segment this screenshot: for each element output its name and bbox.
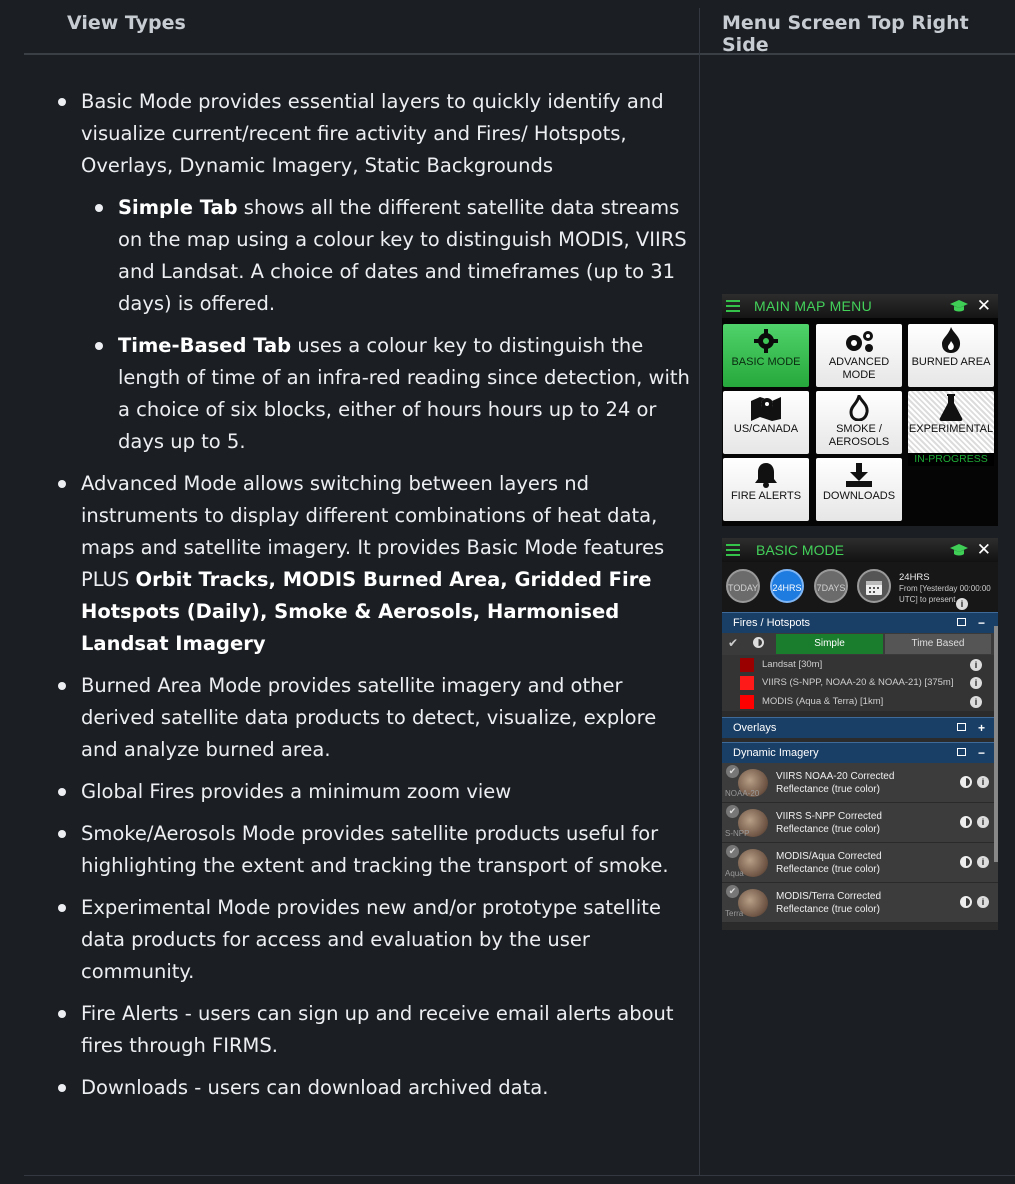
tile-downloads[interactable] — [816, 458, 902, 521]
copy-icon[interactable] — [957, 618, 966, 626]
list-item-global-fires: Global Fires provides a minimum zoom view — [81, 776, 691, 808]
imagery-row-viirs-noaa20[interactable] — [722, 763, 998, 803]
bell-icon — [723, 458, 809, 488]
basic-mode-text: Basic Mode provides essential layers to quickly identify and visualize current/recent fire activity and Fires/ Hotspots, Overlays, Dynamic Imagery, Static Backgrounds — [81, 90, 664, 177]
table-bottom-border — [24, 1175, 1015, 1176]
imagery-tag: Terra — [725, 909, 744, 918]
basic-mode-panel — [722, 538, 998, 930]
tile-smoke-aerosols[interactable] — [816, 391, 902, 454]
info-icon[interactable]: i — [977, 816, 989, 828]
fires-legend — [722, 655, 998, 711]
tile-experimental-status: IN-PROGRESS — [908, 453, 994, 466]
collapse-icon[interactable]: − — [977, 616, 985, 630]
graduation-cap-icon[interactable] — [950, 299, 968, 313]
advanced-mode-features: Orbit Tracks, MODIS Burned Area, Gridded Fire Hotspots (Daily), Smoke & Aerosols, Harmonised Landsat Imagery — [81, 568, 652, 655]
imagery-row-viirs-snpp[interactable] — [722, 803, 998, 843]
legend-swatch — [740, 658, 754, 672]
check-icon[interactable]: ✔ — [726, 845, 739, 858]
time-range-from: From [Yesterday 00:00:00 — [899, 584, 991, 593]
simple-tab-text: shows all the different satellite data streams on the map using a colour key to distinguish MODIS, VIIRS and Landsat. A choice of dates and timeframes (up to 31 days) is offered. — [118, 196, 687, 315]
imagery-name: MODIS/Terra Corrected Reflectance (true color) — [776, 891, 882, 915]
gear-icon — [723, 324, 809, 354]
time-range-to: UTC] to present — [899, 595, 956, 604]
column-divider — [699, 8, 700, 1176]
tile-burned-area-label: BURNED AREA — [911, 356, 991, 368]
tile-us-canada[interactable] — [723, 391, 809, 454]
legend-label: VIIRS (S-NPP, NOAA-20 & NOAA-21) [375m] — [762, 677, 954, 688]
opacity-icon[interactable] — [960, 816, 972, 828]
advanced-mode-text: Advanced Mode allows switching between layers nd instruments to display different combinations of heat data, maps and satellite imagery. It provides Basic Mode features PLUS — [81, 472, 665, 591]
collapse-icon[interactable]: − — [977, 746, 985, 760]
tile-burned-area[interactable] — [908, 324, 994, 387]
fire-icon — [908, 324, 994, 354]
gears-icon — [816, 324, 902, 354]
copy-icon[interactable] — [957, 723, 966, 731]
time-button-today[interactable]: TODAY — [726, 569, 760, 603]
tile-experimental-label: EXPERIMENTAL — [908, 423, 994, 435]
tile-basic-mode-label: BASIC MODE — [731, 356, 801, 368]
basic-mode-sublist — [81, 192, 691, 458]
opacity-icon[interactable] — [960, 856, 972, 868]
tile-advanced-mode-label: ADVANCED MODE — [828, 356, 890, 381]
main-map-menu-header — [722, 294, 998, 318]
imagery-name: VIIRS S-NPP Corrected Reflectance (true color) — [776, 811, 882, 835]
map-marker-icon — [723, 391, 809, 421]
list-item-burned-area: Burned Area Mode provides satellite imagery and other derived satellite data products to detect, visualize, explore and analyze burned area. — [81, 670, 691, 766]
check-icon[interactable]: ✔ — [726, 805, 739, 818]
hamburger-icon[interactable] — [726, 544, 740, 556]
legend-swatch — [740, 676, 754, 690]
list-item-advanced-mode — [81, 468, 691, 660]
basic-mode-title: BASIC MODE — [756, 542, 844, 558]
info-icon[interactable]: i — [977, 856, 989, 868]
check-icon[interactable]: ✔ — [728, 636, 739, 650]
tab-simple[interactable]: Simple — [776, 634, 883, 654]
expand-icon[interactable]: + — [977, 721, 985, 735]
time-range-title: 24HRS — [899, 572, 930, 583]
hamburger-icon[interactable] — [726, 300, 740, 312]
imagery-tag: Aqua — [725, 869, 744, 878]
legend-label: MODIS (Aqua & Terra) [1km] — [762, 696, 884, 707]
imagery-name: VIIRS NOAA-20 Corrected Reflectance (true color) — [776, 771, 895, 795]
list-item-experimental: Experimental Mode provides new and/or prototype satellite data products for access and evaluation by the user community. — [81, 892, 691, 988]
column-header-menu-screen: Menu Screen Top Right Side — [722, 12, 969, 56]
opacity-icon[interactable] — [960, 776, 972, 788]
info-icon[interactable]: i — [970, 677, 982, 689]
legend-row-landsat — [740, 657, 986, 673]
section-fires-hotspots-label: Fires / Hotspots — [733, 617, 811, 629]
info-icon[interactable]: i — [977, 896, 989, 908]
check-icon[interactable]: ✔ — [726, 885, 739, 898]
info-icon[interactable]: i — [956, 598, 968, 610]
time-based-tab-label: Time-Based Tab — [118, 334, 292, 357]
close-icon[interactable]: ✕ — [976, 296, 991, 316]
section-dynamic-imagery[interactable] — [722, 742, 998, 763]
close-icon[interactable]: ✕ — [976, 540, 991, 560]
download-icon — [816, 458, 902, 488]
basic-mode-header — [722, 538, 998, 562]
opacity-icon[interactable] — [753, 637, 764, 648]
column-header-view-types: View Types — [67, 12, 186, 34]
tile-us-canada-label: US/CANADA — [733, 423, 799, 435]
legend-swatch — [740, 695, 754, 709]
legend-row-viirs — [740, 675, 986, 691]
list-item-basic-mode — [81, 86, 691, 458]
list-item-time-based-tab — [118, 330, 691, 458]
time-based-tab-text: uses a colour key to distinguish the length of time of an infra-red reading since detection, with a choice of six blocks, either of hours hours up to 24 or days up to 5. — [118, 334, 690, 453]
legend-row-modis — [740, 694, 986, 710]
tile-advanced-mode[interactable] — [816, 324, 902, 387]
view-types-list — [57, 86, 691, 1114]
tile-experimental[interactable] — [908, 391, 994, 465]
time-range-info — [899, 572, 991, 605]
info-icon[interactable]: i — [977, 776, 989, 788]
imagery-tag: S-NPP — [725, 829, 750, 838]
section-dynamic-imagery-label: Dynamic Imagery — [733, 747, 819, 759]
time-button-24hrs[interactable]: 24HRS — [770, 569, 804, 603]
info-icon[interactable]: i — [970, 659, 982, 671]
imagery-row-modis-terra[interactable] — [722, 883, 998, 923]
opacity-icon[interactable] — [960, 896, 972, 908]
table-header-row — [24, 0, 1015, 55]
panel-scrollbar[interactable] — [994, 626, 998, 862]
main-map-menu-panel — [722, 294, 998, 526]
check-icon[interactable]: ✔ — [726, 765, 739, 778]
info-icon[interactable]: i — [970, 696, 982, 708]
copy-icon[interactable] — [957, 748, 966, 756]
graduation-cap-icon[interactable] — [950, 543, 968, 557]
tile-downloads-label: DOWNLOADS — [822, 490, 896, 502]
main-map-menu-title: MAIN MAP MENU — [754, 298, 872, 314]
list-item-downloads: Downloads - users can download archived data. — [81, 1072, 691, 1104]
tile-basic-mode[interactable] — [723, 324, 809, 387]
legend-label: Landsat [30m] — [762, 659, 823, 670]
simple-tab-label: Simple Tab — [118, 196, 238, 219]
imagery-tag: NOAA-20 — [725, 789, 760, 798]
section-overlays-label: Overlays — [733, 722, 777, 734]
tab-time-based[interactable]: Time Based — [885, 634, 991, 654]
tile-fire-alerts-label: FIRE ALERTS — [730, 490, 802, 502]
time-button-7days[interactable]: 7DAYS — [814, 569, 848, 603]
section-overlays[interactable] — [722, 717, 998, 738]
list-item-smoke-aerosols: Smoke/Aerosols Mode provides satellite products useful for highlighting the extent and tracking the transport of smoke. — [81, 818, 691, 882]
tile-fire-alerts[interactable] — [723, 458, 809, 521]
imagery-name: MODIS/Aqua Corrected Reflectance (true color) — [776, 851, 882, 875]
flame-outline-icon — [816, 391, 902, 421]
list-item-simple-tab — [118, 192, 691, 320]
flask-icon — [908, 391, 994, 421]
fires-tabs — [722, 633, 998, 655]
time-range-bar — [722, 562, 998, 612]
imagery-row-modis-aqua[interactable] — [722, 843, 998, 883]
section-fires-hotspots[interactable] — [722, 612, 998, 633]
tile-smoke-aerosols-label: SMOKE / AEROSOLS — [828, 423, 890, 448]
list-item-fire-alerts: Fire Alerts - users can sign up and receive email alerts about fires through FIRMS. — [81, 998, 691, 1062]
calendar-icon[interactable] — [857, 569, 891, 603]
